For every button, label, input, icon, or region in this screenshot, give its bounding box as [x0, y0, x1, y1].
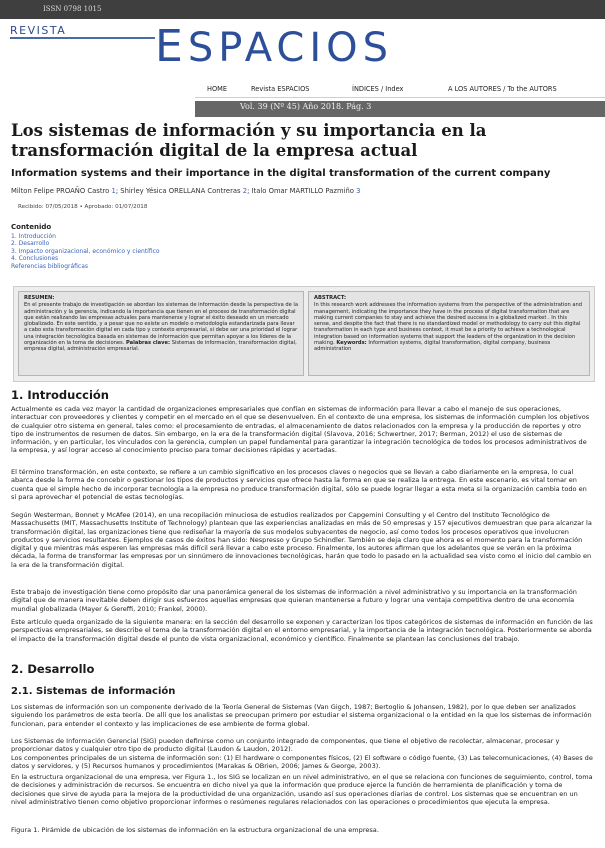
dev-paragraph-1: Los sistemas de información son un componente derivado de la Teoría General de Sistemas (Van Gigch, 1987; Bertoglio & Johansen, 1982), por lo que deben ser analizados siguiendo los parámetros de esta teoría. De allí que los analistas se preocupan primero por estudiar el sistema organizacional o la entidad en la que los sistemas de información funcionan, para entender el contexto y las implicaciones de ese ambiente de forma global. [11, 703, 592, 728]
intro-paragraph-1: Actualmente es cada vez mayor la cantidad de organizaciones empresariales que confían en sistemas de información para llevar a cabo el manejo de sus operaciones, interactuar con proveedores y clientes y competir en el mercado en el que se desenvuelven. En el contexto de una empresa, los sistemas de información cumplen los objetivos de cualquier otro sistema en general, tales como: el procesamiento de entradas, el almacenamiento de datos relacionados con la empresa y la producción de reportes y otro tipo de instrumentos de resumen de datos. Sin embargo, en la era de la transformación digital (Slavova, 2016; Schwertner, 2017; Berman, 2012) el uso de sistemas de información, y en particular, los vinculados con la gerencia, cumplen un papel fundamental para garantizar la integración tecnológica de todos los procesos administrativos de la empresa, y así lograr acceso al conocimiento preciso para tomar decisiones rápidas y acertadas. [11, 405, 590, 455]
revista-underline [10, 37, 155, 39]
nav-home[interactable]: HOME [207, 85, 228, 93]
issn-label: ISSN 0798 1015 [43, 5, 102, 13]
revista-label: REVISTA [10, 24, 67, 37]
dev-paragraph-4: En la estructura organizacional de una empresa, ver Figura 1., los SIG se localizan en un nivel administrativo, en el que se relaciona con funciones de seguimiento, control, toma de decisiones y administración de recursos. Se encuentra en dicho nivel ya que la información que produce ejerce la función de herramienta de planificación y toma de decisiones que sirve de ayuda para la mejora de la productividad de una organización, usando así sus operaciones diarias de control. Los sistemas que se encuentran en un nivel administrativo tienen como objetivo proporcionar informes o resúmenes regulares relacionados con las operaciones o procedimientos que ejecuta la empresa. [11, 773, 593, 806]
dev-paragraph-3: Los componentes principales de un sistema de información son: (1) El hardware o componentes físicos, (2) El software o código fuente, (3) Las telecomunicaciones, (4) Bases de datos y servidores, y (5) Recursos humanos y procedimientos (Marakas & OBrien, 2006; James & George, 2003). [11, 754, 593, 771]
article-title: Los sistemas de información y su importancia en la transformación digital de la empresa actual [11, 121, 487, 160]
figure-caption: Figura 1. Pirámide de ubicación de los sistemas de información en la estructura organizacional de una empresa. [11, 826, 379, 834]
toc-link-impacto[interactable]: 3. Impacto organizacional, económico y científico [11, 247, 160, 255]
intro-paragraph-5: Este artículo queda organizado de la siguiente manera: en la sección del desarrollo se exponen y caracterizan los tipos categóricos de sistemas de información en función de las perspectivas empresariales, se describe el tema de la transformación digital en el entorno empresarial, y la importancia de la integración tecnológica. Posteriormente se aborda el impacto de la transformación digital desde el punto de vista organizacional, económico y científico. Finalmente se plantean las conclusiones del trabajo. [11, 618, 593, 643]
volume-label: Vol. 39 (Nº 45) Año 2018. Pág. 3 [240, 102, 372, 111]
abstract-en-heading: ABSTRACT: [314, 295, 347, 301]
top-bar [0, 0, 605, 19]
author-separator: ; [115, 187, 121, 195]
author-name: Italo Omar MARTILLO Pazmiño [251, 187, 354, 195]
dates-line: Recibido: 07/05/2018 • Aprobado: 01/07/2018 [18, 204, 148, 210]
subsection-heading-sistemas: 2.1. Sistemas de información [11, 686, 176, 697]
author-separator: ; [247, 187, 252, 195]
intro-paragraph-4: Este trabajo de investigación tiene como propósito dar una panorámica general de los sistemas de información a nivel administrativo y su importancia en la transformación digital que de manera inevitable deben dirigir sus esfuerzos aquellas empresas que quieran mantenerse a futuro y lograr una ventaja competitiva dentro de una economía mundial globalizada (Mayer & Gereffi, 2010; Frankel, 2000). [11, 588, 577, 613]
toc-heading: Contenido [11, 223, 52, 231]
toc-link-conclusiones[interactable]: 4. Conclusiones [11, 255, 59, 263]
table-of-contents [11, 224, 160, 271]
dev-paragraph-2: Los Sistemas de Información Gerencial (SIG) pueden definirse como un conjunto integrado de componentes, que tiene el objetivo de recolectar, almacenar, procesar y proporcionar datos y cualquier otro tipo de producto digital (Laudon & Laudon, 2012). [11, 737, 560, 754]
article-subtitle: Information systems and their importance in the digital transformation of the current company [11, 168, 551, 179]
abstract-en-body: In this research work addresses the information systems from the perspective of the administration and management, indicating the importance they have in the process of digital transformation that are making current companies to stay and achieve the desired success in a globalized market . In this sense, and despite the fact that there is no standardized model or methodology to carry out this digital transformation in each type and business context, it must be a priority to achieve a technological integration based on information systems that support the leaders of the organization in the decision making. [314, 302, 583, 346]
abstract-es-heading: RESUMEN: [24, 295, 55, 301]
intro-paragraph-2: El término transformación, en este contexto, se refiere a un cambio significativo en los procesos claves o negocios que se llevan a cabo diariamente en la empresa, lo cual abarca desde la forma de concebir o gestionar los tipos de productos y servicios que ofrece hasta la forma en que se realiza la entrega. En este escenario, es vital tomar en cuenta que el simple hecho de incorporar tecnología a la empresa no produce transformación digital, sólo se puede lograr llegar a esta meta si la organización cambia todo en sí para aprovechar el potencial de estas tecnologías. [11, 468, 587, 501]
toc-link-introduccion[interactable]: 1. Introducción [11, 232, 56, 240]
toc-link-desarrollo[interactable]: 2. Desarrollo [11, 240, 50, 248]
nav-revista[interactable]: Revista ESPACIOS [251, 85, 310, 93]
abstract-es-keywords-label: Palabras clave: [126, 339, 171, 346]
author-name: Milton Felipe PROAÑO Castro [11, 187, 110, 195]
nav-indices[interactable]: ÍNDICES / Index [352, 85, 404, 93]
abstract-en [308, 291, 590, 376]
nav-divider [195, 97, 605, 98]
abstract-es [18, 291, 304, 376]
section-heading-desarrollo: 2. Desarrollo [11, 662, 95, 676]
logo-initial: E [155, 21, 188, 72]
nav-autores[interactable]: A LOS AUTORES / To the AUTORS [448, 85, 557, 93]
author-list [11, 187, 360, 195]
author-ref-link[interactable]: 2 [242, 187, 248, 195]
espacios-logo[interactable] [155, 21, 394, 72]
abstract-es-body: En el presente trabajo de investigación se abordan los sistemas de información desde la perspectiva de la administración y la gerencia, indicando la importancia que tienen en el proceso de transformación digital que están realizando las empresas actuales para mantenerse y lograr el éxito deseado en un mercado globalizado. En este sentido, y a pesar que no existe un modelo o metodología estandarizada para llevar a cabo esta transformación digital en cada tipo y contexto empresarial, si debe ser una prioridad el lograr una integración tecnológica basada en sistemas de información que permitan apoyar a los líderes de la organización en la toma de decisiones. [24, 302, 298, 346]
toc-link-referencias[interactable]: Referencias bibliográficas [11, 262, 89, 270]
author-ref-link[interactable]: 1 [111, 187, 116, 195]
section-heading-introduccion: 1. Introducción [11, 388, 109, 402]
logo-rest: SPACIOS [187, 25, 394, 71]
author-name: Shirley Yésica ORELLANA Contreras [120, 187, 241, 195]
abstract-en-keywords: Information systems, digital transformation, digital company, business administration [314, 339, 551, 352]
abstracts-container [13, 286, 595, 382]
intro-paragraph-3: Según Westerman, Bonnet y McAfee (2014), en una recopilación minuciosa de estudios realizados por Capgemini Consulting y el Centro del Instituto Tecnológico de Massachusetts (MIT, Massachusetts Institute of Technology) plantean que las experiencias analizadas en más de 50 empresas y 157 ejecutivos demuestran que para alcanzar la transformación digital, las organizaciones tiene que rediseñar la mayoría de sus modelos subyacentes de negocio, así como todos los procesos operativos que involucren productos y servicios resultantes. Ejemplos de casos de éxitos han sido: Nespresso y Grupo Schindler. También se deja claro que ahora es el momento para la transformación digital y que mientras más esperen las empresas más difícil será llevar a cabo este proceso. Finalmente, los autores afirman que los adelantos que se verán en la próxima década, la forma de transformar las empresas por un sinnúmero de innovaciones tecnológicas, harán que todo lo pasado en la actualidad sea visto como el inicio del cambio en la era de la transformación digital. [11, 511, 592, 569]
abstract-es-keywords: Sistemas de información, transformación digital, empresa digital, administración empresarial. [24, 339, 297, 352]
author-ref-link[interactable]: 3 [356, 187, 361, 195]
abstract-en-keywords-label: Keywords: [336, 339, 367, 346]
